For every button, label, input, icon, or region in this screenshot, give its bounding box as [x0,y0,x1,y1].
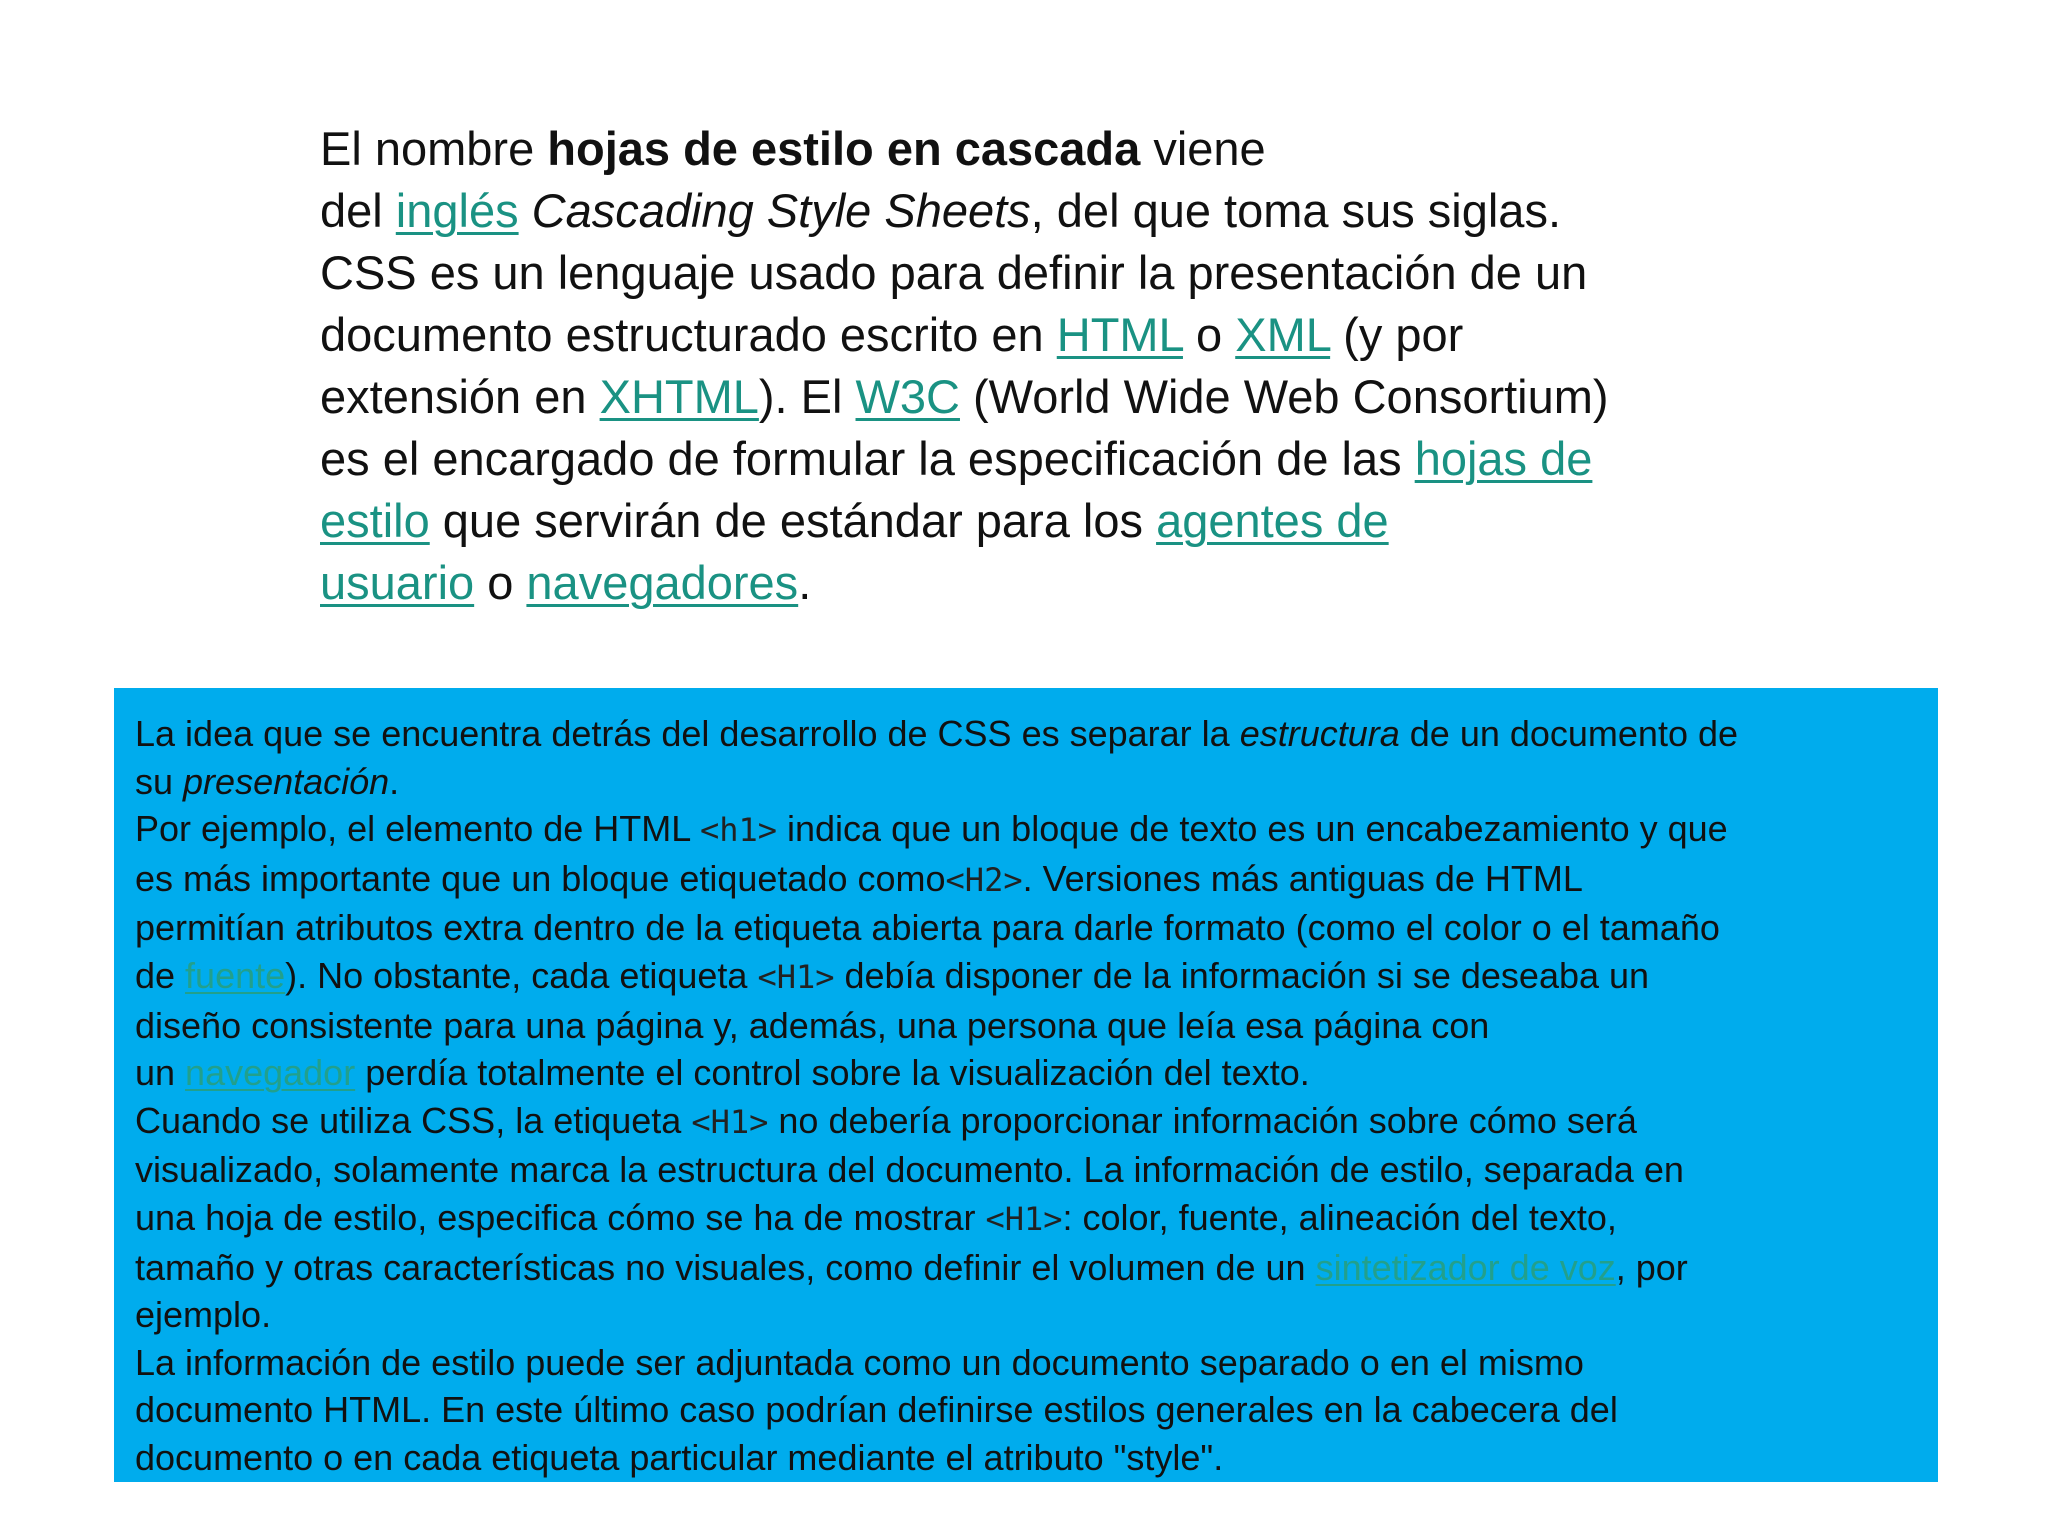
box-line [135,1049,1918,1097]
intro-text: o [474,556,527,609]
box-text: diseño consistente para una página y, además, una persona que leía esa página con [135,1004,1490,1046]
intro-text: CSS es un lenguaje usado para definir la presentación de un [320,246,1588,299]
explanation-box [114,688,1938,1482]
box-line [135,1244,1918,1292]
box-text: debía disponer de la información si se deseaba un [834,954,1650,996]
box-text: perdía totalmente el control sobre la visualización del texto. [355,1052,1310,1094]
box-italic-term: estructura [1239,713,1400,754]
intro-line [320,428,1780,490]
link-navegador[interactable]: navegador [185,1052,356,1094]
intro-line [320,490,1780,552]
intro-text: (World Wide Web Consortium) [959,370,1609,423]
intro-bold-term: hojas de estilo en cascada [547,122,1141,175]
box-line [135,855,1918,905]
box-line [135,1097,1918,1147]
box-line [135,1194,1918,1244]
box-text: no debería proporcionar información sobre cómo será [768,1099,1637,1141]
code-tag: <H1> [757,957,835,996]
box-text: Cuando se utiliza CSS, la etiqueta [135,1099,692,1141]
box-text: documento HTML. En este último caso podrían definirse estilos generales en la cabecera del [135,1389,1618,1431]
intro-paragraph [320,118,1780,614]
box-line [135,952,1918,1002]
intro-line [320,180,1780,242]
box-text: ). No obstante, cada etiqueta [285,954,758,996]
link-hojas-de-estilo[interactable]: hojas de [1414,432,1593,485]
box-text: . [389,760,400,802]
intro-line [320,242,1780,304]
box-line [135,904,1918,952]
box-text: indica que un bloque de texto es un encabezamiento y que [777,808,1728,850]
code-tag: <h1> [699,811,777,850]
intro-text: , del que toma sus siglas. [1030,184,1562,237]
link-agentes-de-usuario[interactable]: usuario [320,556,475,609]
box-text: : color, fuente, alineación del texto, [1062,1196,1617,1238]
box-text: es más importante que un bloque etiquetado como [135,857,946,899]
intro-text: que servirán de estándar para los [429,494,1157,547]
box-line [135,710,1918,758]
code-tag: <H2> [945,860,1023,899]
link-w3c[interactable]: W3C [855,370,960,423]
intro-text: . [798,556,812,609]
intro-text: documento estructurado escrito en [320,308,1057,361]
box-line [135,1386,1918,1434]
link-ingles[interactable]: inglés [395,184,519,237]
box-text: , por [1615,1246,1688,1288]
intro-text: es el encargado de formular la especificación de las [320,432,1415,485]
box-text: Por ejemplo, el elemento de HTML [135,808,700,850]
intro-text: El nombre [320,122,548,175]
box-line [135,805,1918,855]
intro-text: viene [1140,122,1266,175]
box-text: tamaño y otras características no visuales, como definir el volumen de un [135,1246,1316,1288]
box-text: documento o en cada etiqueta particular mediante el atributo "style". [135,1436,1224,1478]
box-text: La idea que se encuentra detrás del desarrollo de CSS es separar la [135,713,1240,754]
link-navegadores[interactable]: navegadores [526,556,799,609]
link-fuente[interactable]: fuente [185,954,286,996]
link-hojas-de-estilo[interactable]: estilo [320,494,430,547]
box-line [135,1291,1918,1339]
box-text: de [135,954,186,996]
intro-line [320,118,1780,180]
link-xml[interactable]: XML [1235,308,1331,361]
code-tag: <H1> [985,1199,1063,1238]
box-line [135,1146,1918,1194]
link-xhtml[interactable]: XHTML [599,370,759,423]
intro-line [320,304,1780,366]
intro-line [320,552,1780,614]
link-agentes-de-usuario[interactable]: agentes de [1156,494,1389,547]
link-html[interactable]: HTML [1056,308,1183,361]
intro-text: del [320,184,396,237]
box-text: su [135,760,184,802]
box-text: ejemplo. [135,1294,272,1336]
intro-text [519,184,532,237]
box-line [135,758,1918,806]
intro-text: ). El [758,370,856,423]
box-text: permitían atributos extra dentro de la etiqueta abierta para darle formato (como el color o el tamaño [135,907,1720,949]
box-line [135,1339,1918,1387]
code-tag: <H1> [691,1102,769,1141]
box-text: visualizado, solamente marca la estructura del documento. La información de estilo, separada en [135,1149,1684,1191]
box-text: La información de estilo puede ser adjuntada como un documento separado o en el mismo [135,1341,1584,1383]
intro-line [320,366,1780,428]
box-text: de un documento de [1399,713,1739,754]
intro-text: (y por [1330,308,1464,361]
box-line [135,1434,1918,1482]
box-text: un [135,1052,186,1094]
link-sintetizador-de-voz[interactable]: sintetizador de voz [1315,1246,1616,1288]
box-text: . Versiones más antiguas de HTML [1022,857,1583,899]
intro-text: o [1182,308,1236,361]
box-line [135,1002,1918,1050]
box-italic-term: presentación [183,760,390,802]
intro-text: extensión en [320,370,600,423]
intro-italic-term: Cascading Style Sheets [531,184,1031,237]
box-text: una hoja de estilo, especifica cómo se ha de mostrar [135,1196,986,1238]
